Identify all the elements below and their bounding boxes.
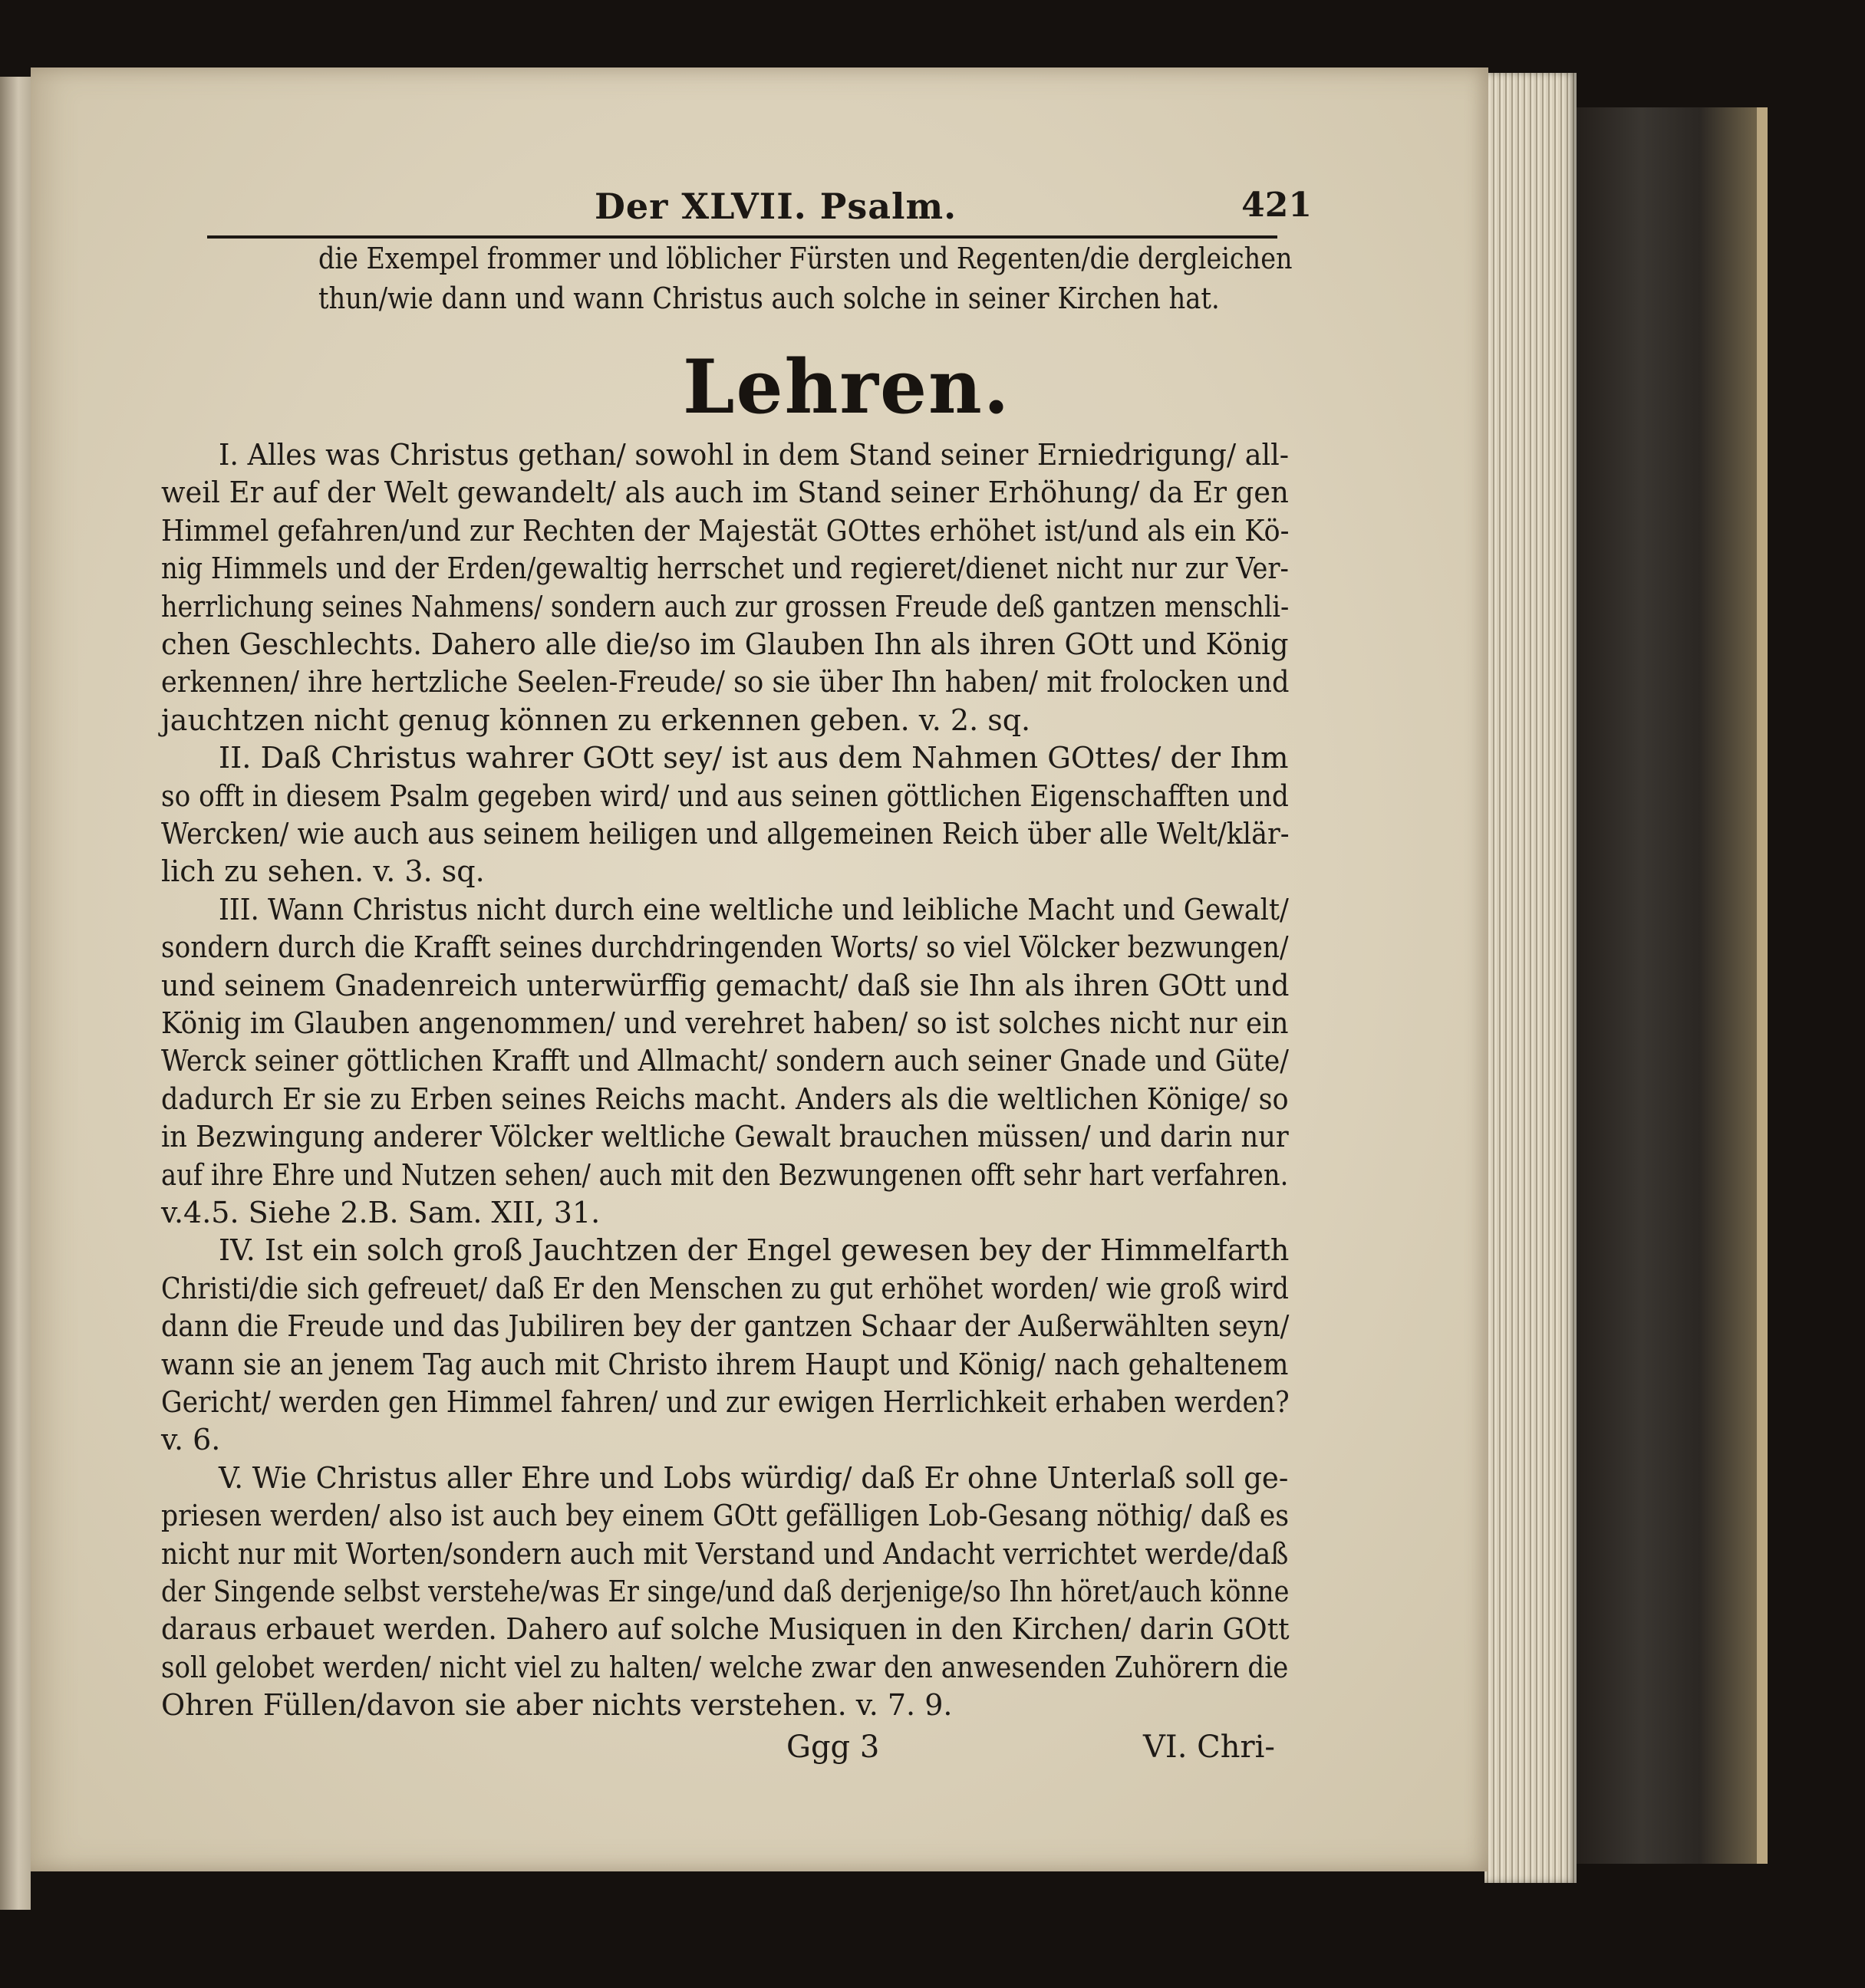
left-page-edge [0,77,31,1910]
teaching-line: Ohren Füllen/davon sie aber nichts verstehen. v. 7. 9. [161,1688,953,1723]
page-number: 421 [1241,186,1312,225]
teaching-line: v.4.5. Siehe 2.B. Sam. XII, 31. [161,1196,601,1229]
signature-mark: Ggg 3 [786,1730,880,1765]
teaching-line: und seinem Gnadenreich unterwürffig gemacht/ daß sie Ihn als ihren GOtt und [161,968,1290,1002]
teaching-line: V. Wie Christus aller Ehre und Lobs würdig/ daß Er ohne Unterlaß soll ge- [219,1460,1289,1495]
section-title: Lehren. [683,344,1011,430]
teaching-line: dadurch Er sie zu Erben seines Reichs macht. Anders als die weltlichen Könige/ so [161,1081,1289,1116]
teaching-line: priesen werden/ also ist auch bey einem GOtt gefälligen Lob-Gesang nöthig/ daß es [161,1499,1290,1533]
teaching-line: IV. Ist ein solch groß Jauchtzen der Engel gewesen bey der Himmelfarth [219,1233,1290,1268]
teaching-line: Wercken/ wie auch aus seinem heiligen und allgemeinen Reich über alle Welt/klär- [161,817,1290,851]
teaching-line: sondern durch die Krafft seines durchdringenden Worts/ so viel Völcker bezwungen/ [161,930,1289,965]
teaching-line: Himmel gefahren/und zur Rechten der Majestät GOttes erhöhet ist/und als ein Kö- [161,513,1290,548]
teaching-line: in Bezwingung anderer Völcker weltliche Gewalt brauchen müssen/ und darin nur [161,1120,1289,1154]
intro-line: thun/wie dann und wann Christus auch solche in seiner Kirchen hat. [318,281,1220,315]
teaching-line: König im Glauben angenommen/ und verehret haben/ so ist solches nicht nur ein [161,1006,1289,1040]
teaching-line: wann sie an jenem Tag auch mit Christo ihrem Haupt und König/ nach gehaltenem [161,1347,1289,1381]
teaching-line: jauchtzen nicht genug können zu erkennen geben. v. 2. sq. [161,703,1031,737]
teaching-line: nig Himmels und der Erden/gewaltig herrschet und regieret/dienet nicht nur zur Ver- [161,551,1289,586]
teaching-line: lich zu sehen. v. 3. sq. [161,854,485,889]
page-block-edges [1484,73,1577,1883]
page-header [587,186,1312,232]
catchword: VI. Chri- [1143,1730,1275,1765]
teaching-line: v. 6. [161,1423,221,1457]
teaching-line: I. Alles was Christus gethan/ sowohl in dem Stand seiner Erniedrigung/ all- [219,438,1290,472]
teaching-line: nicht nur mit Worten/sondern auch mit Verstand und Andacht verrichtet werde/daß [161,1536,1289,1571]
teaching-line: erkennen/ ihre hertzliche Seelen-Freude/ so sie über Ihn haben/ mit frolocken und [161,665,1290,699]
teaching-line: III. Wann Christus nicht durch eine weltliche und leibliche Macht und Gewalt/ [219,892,1289,927]
teaching-line: daraus erbauet werden. Dahero auf solche Musiquen in den Kirchen/ darin GOtt [161,1612,1290,1647]
teaching-line: II. Daß Christus wahrer GOtt sey/ ist aus dem Nahmen GOttes/ der Ihm [219,741,1289,775]
teaching-line: der Singende selbst verstehe/was Er singe/und daß derjenige/so Ihn höret/auch könne [161,1575,1290,1608]
teaching-line: weil Er auf der Welt gewandelt/ als auch im Stand seiner Erhöhung/ da Er gen [161,476,1289,510]
teaching-line: chen Geschlechts. Dahero alle die/so im Glauben Ihn als ihren GOtt und König [161,627,1289,661]
teaching-line: Gericht/ werden gen Himmel fahren/ und zur ewigen Herrlichkeit erhaben werden? [161,1385,1290,1419]
teaching-line: auf ihre Ehre und Nutzen sehen/ auch mit den Bezwungenen offt sehr hart verfahren. [161,1157,1289,1192]
teaching-line: herrlichung seines Nahmens/ sondern auch zur grossen Freude deß gantzen menschli- [161,589,1290,624]
teaching-line: so offt in diesem Psalm gegeben wird/ und aus seinen göttlichen Eigenschafften und [161,778,1289,813]
header-rule [207,235,1277,239]
teaching-line: dann die Freude und das Jubiliren bey der gantzen Schaar der Außerwählten seyn/ [161,1309,1290,1344]
book-cover-edge [1565,107,1768,1864]
intro-line: die Exempel frommer und löblicher Fürsten und Regenten/die dergleichen [318,242,1293,275]
teaching-line: Christi/die sich gefreuet/ daß Er den Menschen zu gut erhöhet worden/ wie groß wird [161,1271,1289,1305]
teaching-line: soll gelobet werden/ nicht viel zu halten/ welche zwar den anwesenden Zuhörern die [161,1650,1289,1684]
teaching-line: Werck seiner göttlichen Krafft und Allmacht/ sondern auch seiner Gnade und Güte/ [161,1044,1289,1078]
running-head: Der XLVII. Psalm. [595,186,957,227]
